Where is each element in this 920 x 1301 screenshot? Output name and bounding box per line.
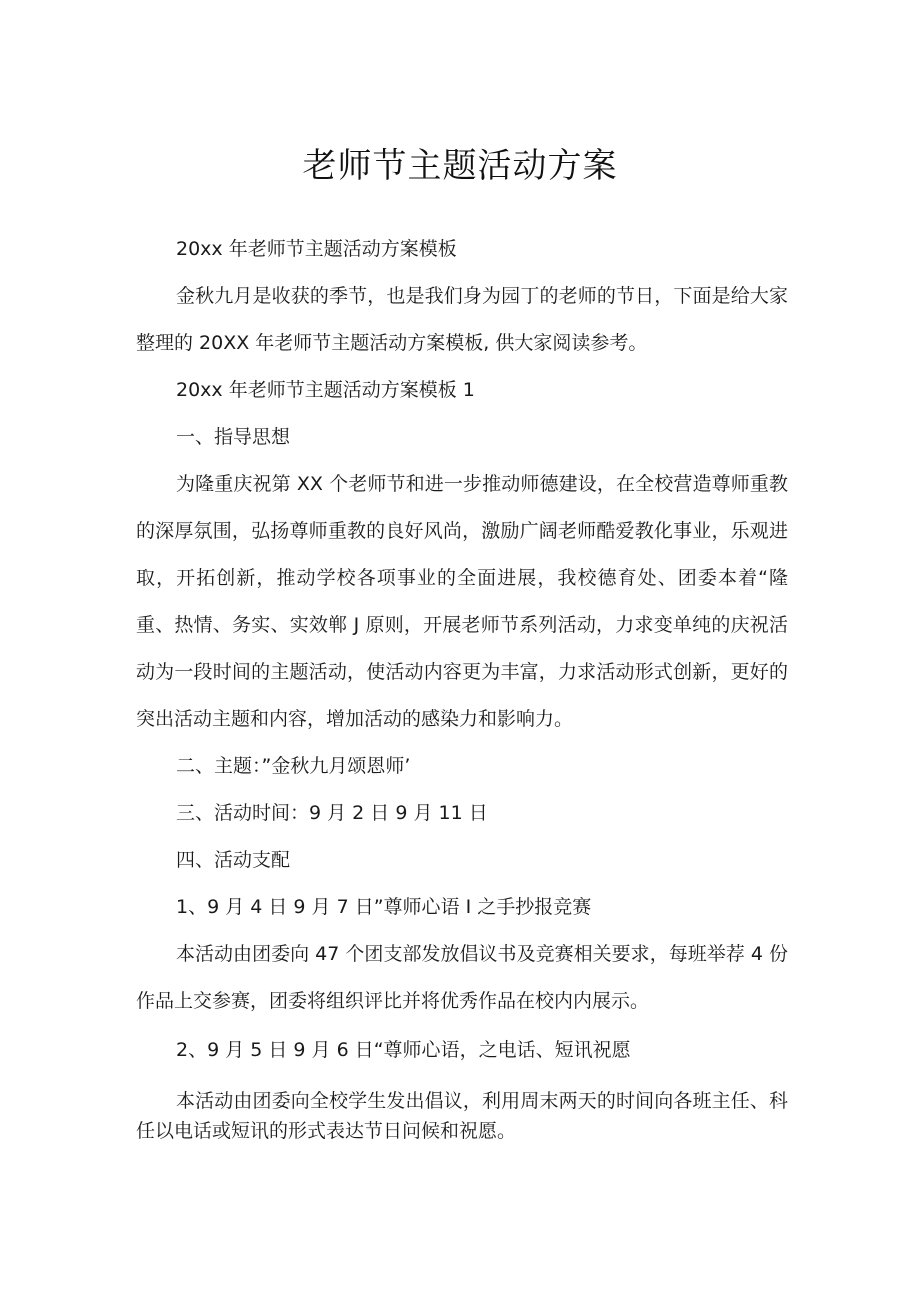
section-heading-theme: 二、主题：”金秋九月颂恩师’ xyxy=(176,755,411,777)
document-body xyxy=(136,226,788,1146)
section-heading-activity-arrangement: 四、活动支配 xyxy=(176,849,291,871)
section-heading-guiding-thought: 一、指导思想 xyxy=(176,426,291,448)
document-title: 老师节主题活动方案 xyxy=(302,146,618,186)
subtitle-paragraph: 20xx 年老师节主题活动方案模板 xyxy=(176,238,457,260)
guiding-thought-paragraph: 为隆重庆祝第 XX 个老师节和进一步推动师德建设，在全校营造尊师重教的深厚氛围，弘扬尊师重教的良好风尚，激励广阔老师酷爱教化事业，乐观进取，开拓创新，推动学校各项事业的全面进展，我校德育处、团委本着“隆重、热情、务实、实效郸 J 原则，开展老师节系列活动，力求变单纯的庆祝活动为一段时间的主题活动，使活动内容更为丰富，力求活动形式创新，更好的突出活动主题和内容，增加活动的感染力和影响力。 xyxy=(136,473,788,730)
section-heading-activity-time: 三、活动时间：9 月 2 日 9 月 11 日 xyxy=(176,802,488,824)
activity-item-1-paragraph: 本活动由团委向 47 个团支部发放倡议书及竞赛相关要求，每班举荐 4 份作品上交参赛，团委将组织评比并将优秀作品在校内内展示。 xyxy=(136,943,788,1012)
activity-item-2-paragraph: 本活动由团委向全校学生发出倡议，利用周末两天的时间向各班主任、科任以电话或短讯的形式表达节日问候和祝愿。 xyxy=(136,1090,788,1142)
activity-item-1-heading: 1、9 月 4 日 9 月 7 日”尊师心语 I 之手抄报竞赛 xyxy=(176,896,592,918)
intro-paragraph: 金秋九月是收获的季节，也是我们身为园丁的老师的节日，下面是给大家整理的 20XX 年老师节主题活动方案模板, 供大家阅读参考。 xyxy=(136,285,788,354)
template-heading: 20xx 年老师节主题活动方案模板 1 xyxy=(176,379,475,401)
activity-item-2-heading: 2、9 月 5 日 9 月 6 日“尊师心语，之电话、短讯祝愿 xyxy=(176,1039,631,1061)
